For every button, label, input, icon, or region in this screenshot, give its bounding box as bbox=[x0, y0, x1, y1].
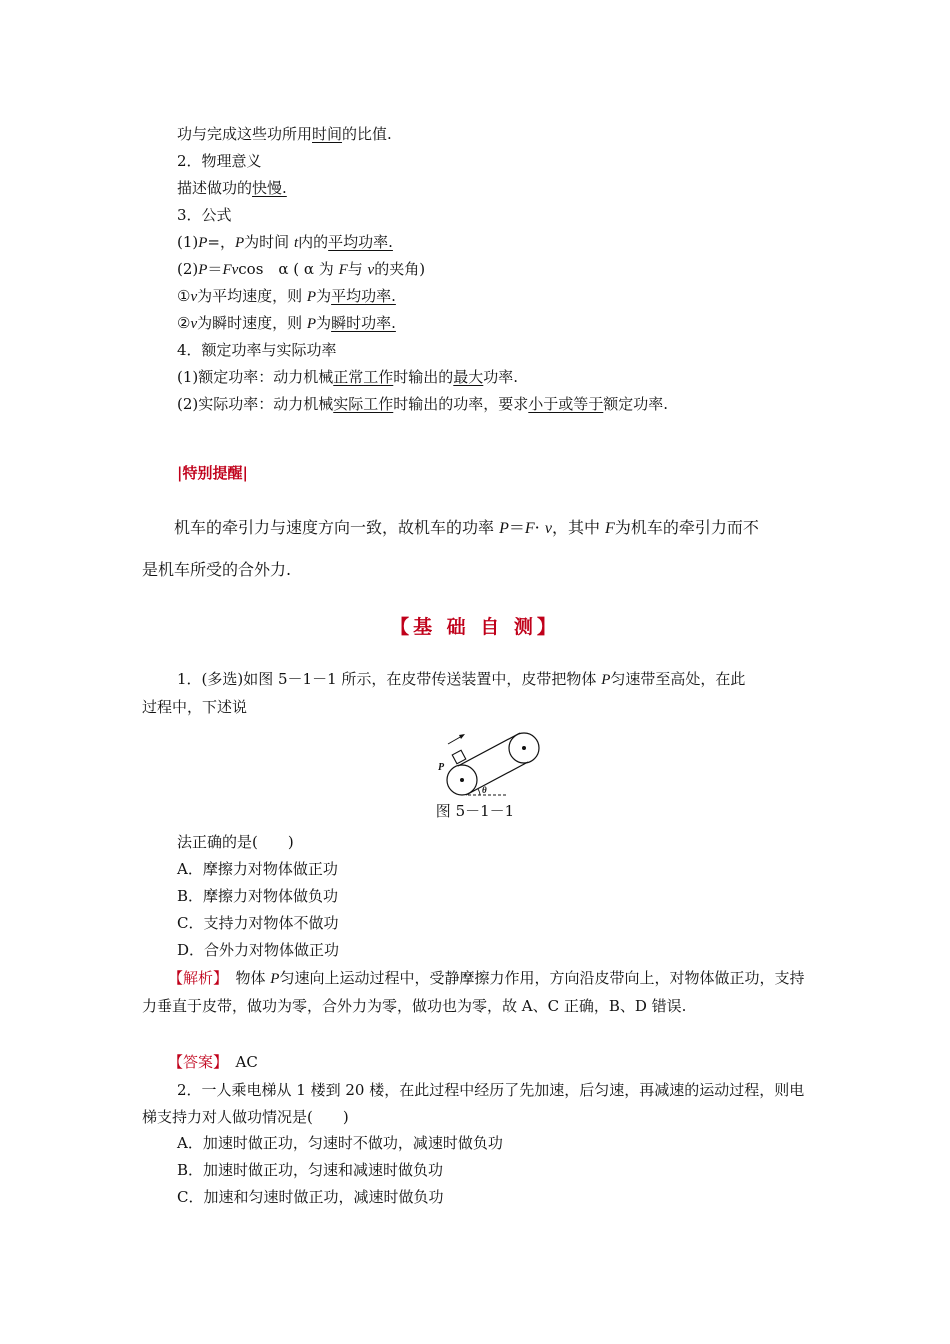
label-p: P bbox=[438, 762, 445, 773]
answer-label: 【答案】 bbox=[168, 1053, 221, 1071]
formula-line: (2)P＝Fvcos α ( α 为 F与 v的夹角) bbox=[177, 260, 426, 278]
subheading: 4．额定功率与实际功率 bbox=[177, 341, 337, 359]
subheading: 2．物理意义 bbox=[177, 152, 262, 170]
tip-text-line2: 是机车所受的合外力. bbox=[142, 560, 292, 579]
q2-option-a: A．加速时做正功，匀速时不做功，减速时做负功 bbox=[177, 1134, 503, 1152]
text-line: (1)额定功率：动力机械正常工作时输出的最大功率. bbox=[177, 368, 519, 386]
text-line: 功与完成这些功所用时间的比值. bbox=[177, 125, 392, 143]
angle-arc bbox=[478, 789, 480, 795]
question-stem-cont: 法正确的是( ) bbox=[177, 833, 294, 851]
belt-top-line bbox=[458, 733, 520, 766]
belt-bottom-line bbox=[466, 762, 528, 795]
answer-line bbox=[168, 1052, 258, 1072]
blank-answer: 小于或等于 bbox=[528, 395, 604, 413]
subheading: 3．公式 bbox=[177, 206, 232, 224]
upper-pulley-center bbox=[522, 746, 526, 750]
section-heading: 【基 础 自 测】 bbox=[390, 616, 560, 638]
analysis: 【解析】 物体 P匀速向上运动过程中，受静摩擦力作用，方向沿皮带向上，对物体做正功，支持力垂直于皮带，做功为零，合外力为零，做功也为零，故 A、C 正确，B、D 错误. bbox=[142, 969, 805, 1015]
text-line: 描述做功的快慢. bbox=[177, 179, 287, 197]
text-line: ②v为瞬时速度，则 P为瞬时功率. bbox=[177, 314, 396, 332]
text-line: (2)实际功率：动力机械实际工作时输出的功率，要求小于或等于额定功率. bbox=[177, 395, 669, 413]
formula-line: (1)P=，P为时间 t内的平均功率. bbox=[177, 233, 393, 251]
analysis-label: 【解析】 bbox=[168, 969, 221, 987]
blank-answer: 最大 bbox=[453, 368, 484, 386]
question-stem-line2: 过程中，下述说 bbox=[142, 698, 248, 716]
blank-answer: 正常工作 bbox=[333, 368, 394, 386]
blank-answer: 平均功率. bbox=[331, 287, 396, 305]
question-2-stem: 2．一人乘电梯从 1 楼到 20 楼，在此过程中经历了先加速，后匀速，再减速的运动过程，则电梯支持力对人做功情况是( ) bbox=[142, 1081, 805, 1126]
blank-answer: 瞬时功率. bbox=[331, 314, 396, 332]
object-block bbox=[452, 750, 466, 764]
label-theta: θ bbox=[482, 785, 487, 795]
q2-option-b: B．加速时做正功，匀速和减速时做负功 bbox=[177, 1161, 444, 1179]
blank-answer: 实际工作 bbox=[333, 395, 394, 413]
question-stem: 1．(多选)如图 5－1－1 所示，在皮带传送装置中，皮带把物体 P匀速带至高处，在此 bbox=[177, 670, 746, 688]
option-c: C．支持力对物体不做功 bbox=[177, 914, 339, 932]
conveyor-belt-figure bbox=[436, 728, 556, 800]
blank-answer: 平均功率. bbox=[328, 233, 393, 251]
direction-arrow-icon bbox=[448, 736, 462, 744]
option-d: D．合外力对物体做正功 bbox=[177, 941, 340, 959]
blank-answer: 时间 bbox=[312, 125, 343, 143]
lower-pulley-center bbox=[460, 778, 464, 782]
text-line: ①v为平均速度，则 P为平均功率. bbox=[177, 287, 396, 305]
answer-value: AC bbox=[220, 1053, 258, 1071]
option-b: B．摩擦力对物体做负功 bbox=[177, 887, 339, 905]
figure-caption: 图 5－1－1 bbox=[435, 802, 515, 820]
option-a: A．摩擦力对物体做正功 bbox=[177, 860, 338, 878]
tip-text: 机车的牵引力与速度方向一致，故机车的功率 P＝F· v，其中 F为机车的牵引力而不 bbox=[174, 518, 759, 537]
blank-answer: 快慢. bbox=[252, 179, 287, 197]
q2-option-c: C．加速和匀速时做正功，减速时做负功 bbox=[177, 1188, 444, 1206]
tip-label: |特别提醒| bbox=[177, 464, 248, 482]
arrowhead-icon bbox=[459, 734, 465, 739]
